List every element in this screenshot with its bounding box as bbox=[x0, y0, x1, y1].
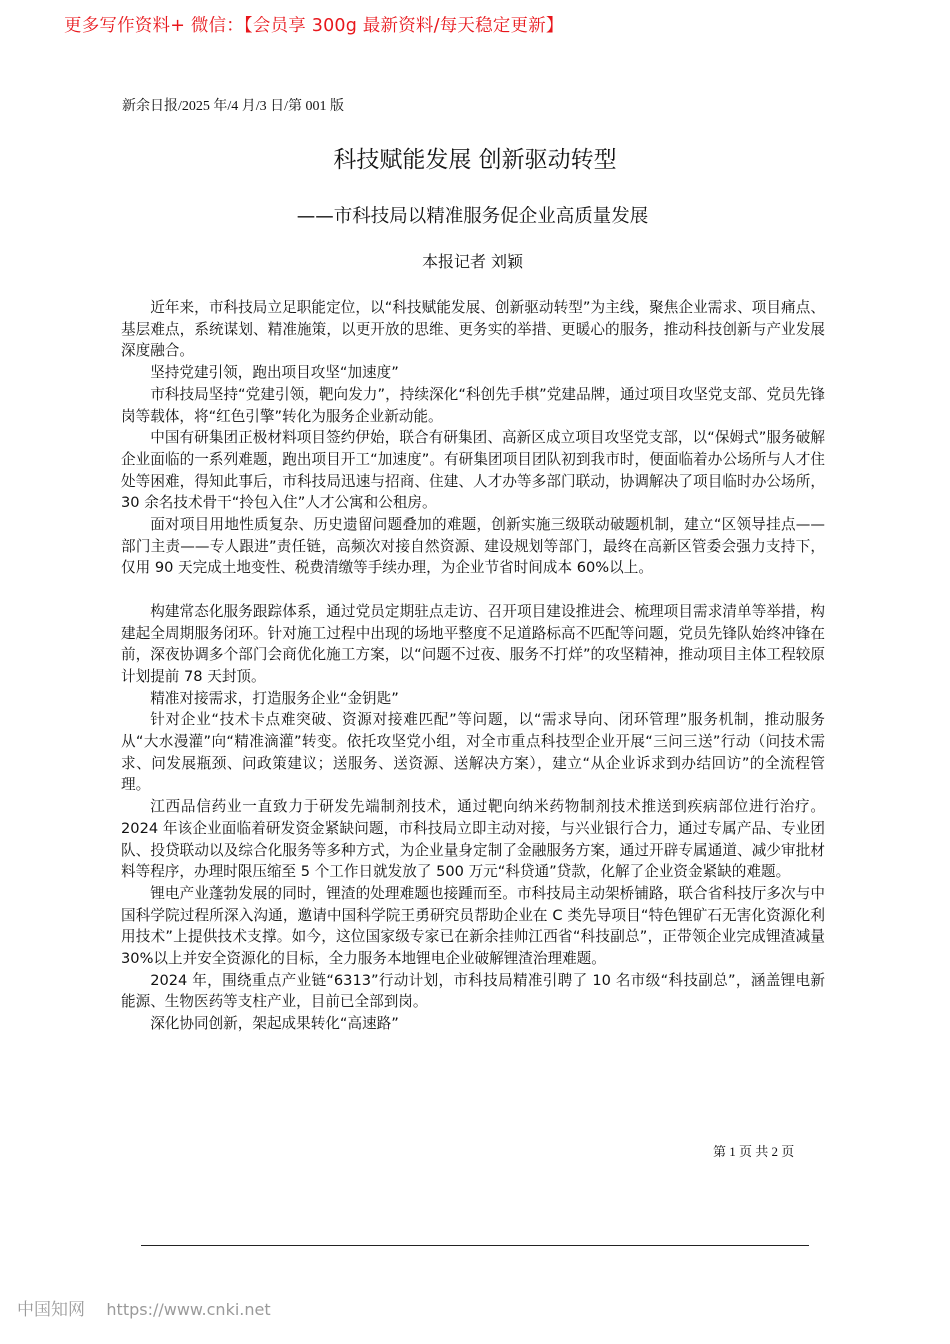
page-number: 第 1 页 共 2 页 bbox=[713, 1144, 795, 1159]
section-heading: 深化协同创新，架起成果转化“高速路” bbox=[150, 1015, 399, 1033]
paragraph: 针对企业“技术卡点难突破、资源对接难匹配”等问题，以“需求导向、闭环管理”服务机制，推动服务从“大水漫灌”向“精准滴灌”转变。依托攻坚党小组，对全市重点科技型企业开展“三问三送”行动（问技术需求、问发展瓶颈、问政策建议；送服务、送资源、送解决方案），建立“从企业诉求到办结回访”的全流程管理。 bbox=[121, 711, 825, 794]
paragraph: 中国有研集团正极材料项目签约伊始，联合有研集团、高新区成立项目攻坚党支部，以“保姆式”服务破解企业面临的一系列难题，跑出项目开工“加速度”。有研集团项目团队初到我市时，便面临着办公场所与人才住处等困难，得知此事后，市科技局迅速与招商、住建、人才办等多部门联动，协调解决了项目临时办公场所，30 余名技术骨干“拎包入住”人才公寓和公租房。 bbox=[121, 429, 825, 512]
paragraph: 2024 年，围绕重点产业链“6313”行动计划，市科技局精准引聘了 10 名市级“科技副总”，涵盖锂电新能源、生物医药等支柱产业，目前已全部到岗。 bbox=[121, 971, 825, 1011]
article-title: 科技赋能发展 创新驱动转型 bbox=[333, 147, 617, 173]
article-subtitle: ——市科技局以精准服务促企业高质量发展 bbox=[296, 206, 649, 227]
section-heading: 坚持党建引领，跑出项目攻坚“加速度” bbox=[150, 364, 399, 382]
article-byline: 本报记者 刘颖 bbox=[421, 252, 524, 271]
promo-banner: 更多写作资料+ 微信：【会员享 300g 最新资料/每天稳定更新】 bbox=[64, 16, 564, 36]
footer-divider bbox=[141, 1245, 809, 1246]
section-heading: 精准对接需求，打造服务企业“金钥匙” bbox=[150, 689, 399, 707]
paragraph: 市科技局坚持“党建引领，靶向发力”，持续深化“科创先手棋”党建品牌，通过项目攻坚党支部、党员先锋岗等载体，将“红色引擎”转化为服务企业新动能。 bbox=[121, 385, 825, 425]
paragraph: 江西品信药业一直致力于研发先端制剂技术，通过靶向纳米药物制剂技术推送到疾病部位进行治疗。2024 年该企业面临着研发资金紧缺问题，市科技局立即主动对接，与兴业银行合力，通过专属产品、专业团队、投贷联动以及综合化服务等多种方式，为企业量身定制了金融服务方案，通过开辟专属通道、减少审批材料等程序，办理时限压缩至 5 个工作日就发放了 500 万元“科贷通”贷款，化解了企业资金紧缺的难题。 bbox=[121, 798, 825, 881]
paragraph: 锂电产业蓬勃发展的同时，锂渣的处理难题也接踵而至。市科技局主动架桥铺路，联合省科技厅多次与中国科学院过程所深入沟通，邀请中国科学院王勇研究员帮助企业在 C 类先导项目“特色锂矿石无害化资源化利用技术”上提供技术支撑。如今，这位国家级专家已在新余挂帅江西省“科技副总”，正带领企业完成锂渣减量 30%以上并安全资源化的目标，全力服务本地锂电企业破解锂渣治理难题。 bbox=[121, 884, 825, 968]
article-body bbox=[121, 297, 825, 1035]
paragraph: 构建常态化服务跟踪体系，通过党员定期驻点走访、召开项目建设推进会、梳理项目需求清单等举措，构建起全周期服务闭环。针对施工过程中出现的场地平整度不足道路标高不匹配等问题，党员先锋队始终冲锋在前，深夜协调多个部门会商优化施工方案，以“问题不过夜、服务不打烊”的攻坚精神，推动项目主体工程较原计划提前 78 天封顶。 bbox=[121, 602, 825, 685]
paragraph: 近年来，市科技局立足职能定位，以“科技赋能发展、创新驱动转型”为主线，聚焦企业需求、项目痛点、基层难点，系统谋划、精准施策，以更开放的思维、更务实的举措、更暖心的服务，推动科技创新与产业发展深度融合。 bbox=[121, 299, 825, 360]
dateline: 新余日报/2025 年/4 月/3 日/第 001 版 bbox=[122, 99, 345, 114]
footer-site-name: 中国知网 bbox=[17, 1300, 85, 1320]
footer-url-link[interactable]: https://www.cnki.net bbox=[106, 1300, 271, 1319]
paragraph: 面对项目用地性质复杂、历史遗留问题叠加的难题，创新实施三级联动破题机制，建立“区领导挂点——部门主责——专人跟进”责任链，高频次对接自然资源、建设规划等部门，最终在高新区管委会强力支持下，仅用 90 天完成土地变性、税费清缴等手续办理，为企业节省时间成本 60%以上。 bbox=[121, 516, 825, 577]
footer bbox=[17, 1295, 271, 1320]
